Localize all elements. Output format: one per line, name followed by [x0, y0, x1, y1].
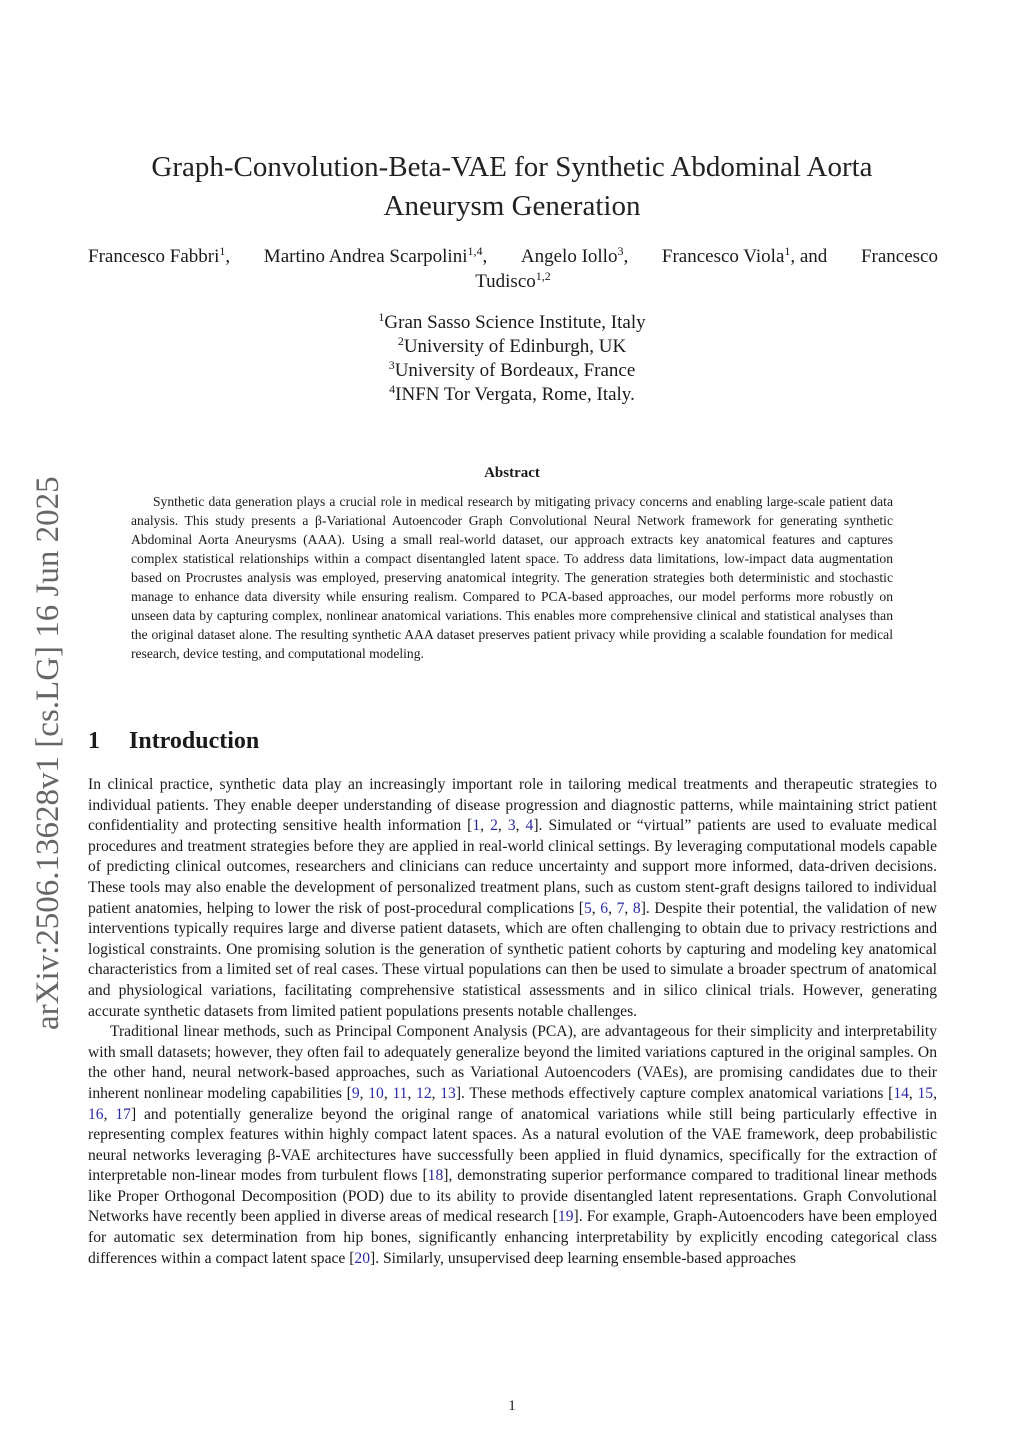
abstract-text: Synthetic data generation plays a crucial role in medical research by mitigating privacy concerns and enabling large-scale patient data analysis. This study presents a β-Variational Autoencoder Graph Convolutional Neural Network framework for generating synthetic Abdominal Aorta Aneurysms (AAA). Using a small real-world dataset, our approach extracts key anatomical features and captures complex statistical relationships within a compact disentangled latent space. To address data limitations, low-impact data augmentation based on Procrustes analysis was employed, preserving anatomical integrity. The generation strategies both deterministic and stochastic manage to enhance data diversity while ensuring realism. Compared to PCA-based approaches, our model performs more robustly on unseen data by capturing complex, nonlinear anatomical variations. This enables more comprehensive clinical and statistical analyses than the original dataset alone. The resulting synthetic AAA dataset preserves patient privacy while providing a scalable foundation for medical research, device testing, and computational modeling.	[131, 494, 893, 661]
author-entry	[861, 244, 938, 269]
title-line-2: Aneurysm Generation	[383, 190, 641, 222]
body-paragraph: In clinical practice, synthetic data play an increasingly important role in tailoring medical treatments and therapeutic strategies to individual patients. They enable deeper understanding of disease progression and diagnostic patterns, while maintaining strict patient confidentiality and protecting sensitive health information [1, 2, 3, 4]. Simulated or “virtual” patients are used to evaluate medical procedures and treatment strategies before they are applied in real-world clinical settings. By leveraging computational models capable of predicting clinical outcomes, researchers and clinicians can reduce uncertainty and support more informed, data-driven decisions. These tools may also enable the development of personalized treatment plans, such as custom stent-graft designs tailored to individual patient anatomies, helping to lower the risk of post-procedural complications [5, 6, 7, 8]. Despite their potential, the validation of new interventions typically requires large and diverse patient datasets, which are often challenging to obtain due to privacy restrictions and logistical constraints. One promising solution is the generation of synthetic patient cohorts by capturing and modeling key anatomical characteristics from a limited set of real cases. These virtual populations can then be used to simulate a broader spectrum of anatomical and physiological variations, facilitating comprehensive statistical assessments and in silico clinical trials. However, generating accurate synthetic datasets from limited patient populations presents notable challenges.	[88, 776, 938, 1020]
section-number: 1	[88, 728, 100, 754]
affiliation-text: University of Edinburgh, UK	[403, 336, 627, 357]
body-paragraph: Traditional linear methods, such as Principal Component Analysis (PCA), are advantageous for their simplicity and interpretability with small datasets; however, they often fail to adequately generalize beyond the limited variations captured in the original samples. On the other hand, neural network-based approaches, such as Variational Autoencoders (VAEs), are promising candidates due to their inherent nonlinear modeling capabilities [9, 10, 11, 12, 13]. These methods effectively capture complex anatomical variations [14, 15, 16, 17] and potentially generalize beyond the original range of anatomical variations while still being particularly effective in representing complex features within highly compact latent spaces. As a natural evolution of the VAE framework, deep probabilistic neural networks leveraging β-VAE architectures have successfully been applied in fluid dynamics, specifically for the extraction of interpretable non-linear modes from turbulent flows [18], demonstrating superior performance compared to traditional linear methods like Proper Orthogonal Decomposition (POD) due to its ability to provide disentangled latent representations. Graph Convolutional Networks have recently been applied in diverse areas of medical research [19]. For example, Graph-Autoencoders have been employed for automatic sex determination from hip bones, significantly enhancing interpretability by explicitly encoding categorical class differences within a compact latent space [20]. Similarly, unsupervised deep learning ensemble-based approaches	[88, 1023, 938, 1267]
citation-link[interactable]: 20	[354, 1249, 371, 1267]
author-row-2	[88, 269, 938, 294]
author-name: Angelo Iollo	[520, 246, 618, 267]
author-separator: ,	[623, 246, 629, 267]
citation-link[interactable]: 6	[600, 899, 609, 917]
citation-link[interactable]: 3	[507, 817, 516, 835]
author-row-1	[88, 244, 938, 269]
affiliation-mark: 3	[388, 358, 395, 372]
affiliation-mark: 1	[378, 310, 385, 324]
author-name: Tudisco	[475, 271, 536, 292]
citation-link[interactable]: 7	[616, 899, 625, 917]
section-heading	[88, 728, 688, 755]
author-affiliation-mark: 1	[219, 244, 226, 258]
citation-link[interactable]: 15	[917, 1084, 934, 1102]
affiliation-list	[200, 311, 824, 407]
citation-link[interactable]: 17	[115, 1105, 131, 1123]
author-separator: ,	[225, 246, 231, 267]
citation-link[interactable]: 16	[88, 1105, 104, 1123]
paper-title	[100, 148, 924, 226]
author-name: Francesco Fabbri	[88, 246, 220, 267]
author-entry	[521, 244, 628, 269]
citation-link[interactable]: 19	[557, 1208, 574, 1226]
citation-link[interactable]: 12	[416, 1084, 432, 1102]
author-name: Francesco	[860, 246, 938, 267]
author-name: Francesco Viola	[661, 246, 785, 267]
author-affiliation-mark: 1	[784, 244, 791, 258]
citation-link[interactable]: 1	[472, 817, 481, 835]
arxiv-identifier: arXiv:2506.13628v1 [cs.LG] 16 Jun 2025	[30, 476, 66, 1030]
citation-link[interactable]: 13	[440, 1084, 456, 1102]
affiliation-text: INFN Tor Vergata, Rome, Italy.	[395, 384, 635, 405]
citation-link[interactable]: 18	[427, 1167, 444, 1185]
author-affiliation-mark: 1,4	[467, 244, 483, 258]
page-number: 1	[508, 1398, 516, 1414]
affiliation	[200, 383, 824, 407]
author-affiliation-mark: 1,2	[535, 269, 551, 283]
author-name: Martino Andrea Scarpolini	[263, 246, 468, 267]
author-separator: , and	[790, 246, 828, 267]
body-text	[88, 775, 937, 1269]
affiliation-mark: 2	[397, 334, 404, 348]
author-list	[88, 244, 938, 294]
section-title: Introduction	[129, 728, 260, 754]
abstract-heading: Abstract	[484, 465, 540, 481]
citation-link[interactable]: 11	[392, 1084, 408, 1102]
arxiv-side-stamp	[30, 430, 70, 1030]
affiliation-mark: 4	[389, 382, 396, 396]
citation-link[interactable]: 9	[351, 1084, 360, 1102]
citation-link[interactable]: 14	[893, 1084, 909, 1102]
affiliation	[200, 311, 824, 335]
affiliation-text: Gran Sasso Science Institute, Italy	[384, 312, 646, 333]
author-entry	[662, 244, 827, 269]
citation-link[interactable]: 4	[525, 817, 534, 835]
affiliation-text: University of Bordeaux, France	[394, 360, 636, 381]
citation-link[interactable]: 10	[368, 1084, 384, 1102]
author-entry	[88, 244, 230, 269]
citation-link[interactable]: 5	[583, 899, 592, 917]
citation-link[interactable]: 2	[490, 817, 498, 835]
author-separator: ,	[482, 246, 488, 267]
author-affiliation-mark: 3	[617, 244, 624, 258]
affiliation	[200, 335, 824, 359]
affiliation	[200, 359, 824, 383]
author-entry	[264, 244, 487, 269]
citation-link[interactable]: 8	[632, 899, 641, 917]
title-line-1: Graph-Convolution-Beta-VAE for Synthetic Abdominal Aorta	[151, 151, 873, 183]
